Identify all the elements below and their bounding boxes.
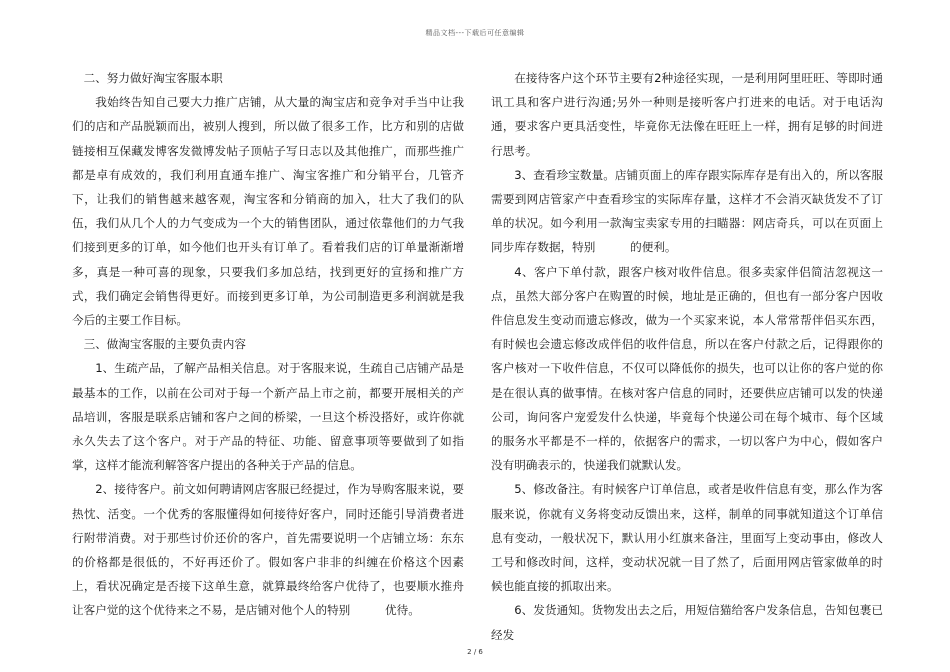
paragraph: 5、修改备注。有时候客户订单信息，或者是收件信息有变，那么作为客服来说，你就有义务将变动反馈出来，这样，制单的同事就知道这个订单信息有变动，一般状况下，默认用小红旗来备注，里面写上变动事由，修改人工号和修改时间，这样，变动状况就一目了然了，后面用网店管家做单的时候也能直接的抓取出来。: [491, 482, 883, 594]
paragraph: 3、查看珍宝数量。店铺页面上的库存跟实际库存是有出入的，所以客服需要到网店管家产中查看珍宝的实际库存量，这样才不会消灭缺货发不了订单的状况。如今利用一款淘宝卖家专用的扫瞄器：网店奇兵，可以在页面上同步库存数据，特别 的便利。: [491, 167, 883, 255]
paragraph: 在接待客户这个环节主要有2种途径实现，一是利用阿里旺旺、等即时通讯工具和客户进行沟通;另外一种则是接听客户打进来的电话。对于电话沟通，要求客户更具活变性，毕竟你无法像在旺旺上一样，拥有足够的时间进行思考。: [491, 71, 883, 158]
paragraph: 我始终告知自己要大力推广店铺，从大量的淘宝店和竞争对手当中让我们的店和产品脱颖而出，被别人搜到，所以做了很多工作，比方和别的店做链接相互保藏发博客发微博发帖子顶帖子写日志以及其他推广，而那些推广都是卓有成效的，我们利用直通车推广、淘宝客推广和分销平台，几管齐下，让我们的销售越来越客观，淘宝客和分销商的加入，壮大了我们的队伍，我们从几个人的力气变成为一个大的销售团队，通过依靠他们的力气我们接到更多的订单，如今他们也开头有订单了。看着我们店的订单量渐渐增多，真是一种可喜的现象，只要我们多加总结，找到更好的宣扬和推广方式，我们确定会销售得更好。而接到更多订单，为公司制造更多利润就是我今后的主要工作目标。: [72, 95, 464, 328]
section-heading: 三、做淘宝客服的主要负责内容: [83, 337, 246, 352]
left-text-column: [72, 66, 464, 623]
paragraph: 6、发货通知。货物发出去之后，用短信猫给客户发条信息，告知包裹已经发: [491, 603, 883, 642]
page-header-note: 精品文档---下载后可任意编辑: [425, 29, 525, 37]
page-number: 2 / 6: [467, 648, 483, 656]
paragraph: 1、生疏产品，了解产品相关信息。对于客服来说，生疏自己店铺产品是最基本的工作，以前在公司对于每一个新产品上市之前，都要开展相关的产品培训，客服是联系店铺和客户之间的桥梁，一旦这个桥没搭好，或许你就永久失去了这个客户。对于产品的特征、功能、留意事项等要做到了如指掌，这样才能流利解答客户提出的各种关于产品的信息。: [72, 361, 464, 473]
right-text-column: [491, 66, 883, 647]
paragraph: 2、接待客户。前文如何聘请网店客服已经提过，作为导购客服来说，要热忱、活变。一个优秀的客服懂得如何接待好客户，同时还能引导消费者进行附带消费。对于那些讨价还价的客户，首先需要说明一个店铺立场：东东的价格都是很低的，不好再还价了。假如客户非非的纠缠在价格这个因素上，看状况确定是否接下这单生意，就算最终给客户优待了，也要顺水推舟让客户觉的这个优待来之不易，是店铺对他个人的特别 优待。: [72, 482, 464, 618]
paragraph: 4、客户下单付款，跟客户核对收件信息。很多卖家伴侣简洁忽视这一点，虽然大部分客户在购置的时候，地址是正确的，但也有一部分客户因收件信息发生变动而遗忘修改，做为一个买家来说，本人常常帮伴侣买东西，有时候也会遗忘修改成伴侣的收件信息，所以在客户付款之后，记得跟你的客户核对一下收件信息，不仅可以降低你的损失，也可以让你的客户觉的你是在很认真的做事情。在核对客户信息的同时，还要供应店铺可以发的快递公司，询问客户宠爱发什么快递，毕竟每个快递公司在每个城市、每个区域的服务水平都是不一样的，依据客户的需求，一切以客户为中心，假如客户没有明确表示的，快递我们就默认发。: [491, 264, 883, 473]
section-heading: 二、努力做好淘宝客服本职: [83, 71, 223, 85]
